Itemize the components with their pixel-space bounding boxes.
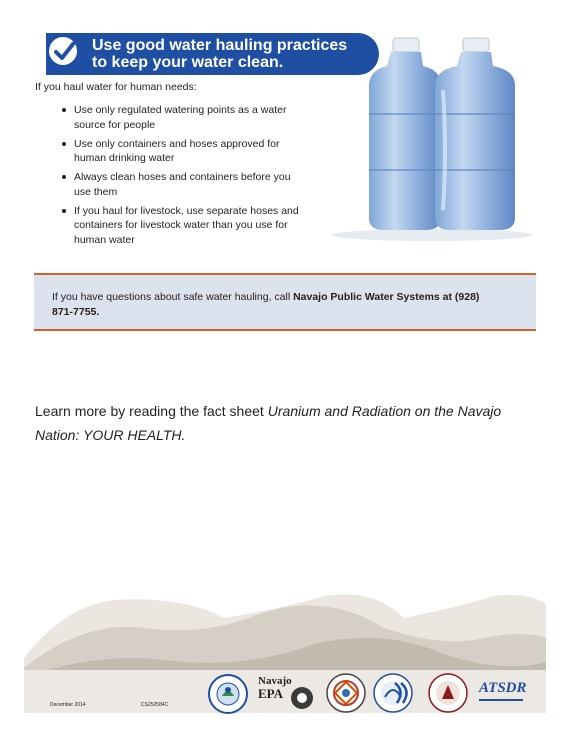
title-line-1: Use good water hauling practices [92, 37, 348, 54]
contact-callout [34, 273, 536, 331]
hhs-logo-icon [383, 673, 423, 713]
callout-text [52, 290, 492, 320]
callout-lead: If you have questions about safe water hauling, call [52, 291, 294, 303]
navajo-epa-line-2: EPA [258, 686, 284, 701]
navajo-epa-line-1: Navajo [258, 675, 292, 687]
indian-health-service-seal-icon [428, 673, 468, 713]
water-jug-back-icon [369, 38, 441, 230]
atsdr-wordmark: ATSDR [479, 680, 527, 696]
list-item: Always clean hoses and containers before you use them [62, 170, 302, 199]
navajo-nation-seal-icon [326, 673, 366, 713]
water-jug-front-icon [435, 38, 515, 230]
list-item: If you haul for livestock, use separate hoses and containers for livestock water than you use for human water [62, 204, 302, 248]
bullet-list [62, 103, 302, 252]
footer-code: CS252584C [141, 702, 169, 708]
list-item: Use only regulated watering points as a water source for people [62, 103, 302, 132]
navajo-seal-small-icon [290, 686, 314, 710]
list-item: Use only containers and hoses approved for human drinking water [62, 137, 302, 166]
title-line-2: to keep your water clean. [92, 54, 284, 71]
checkmark-icon [46, 34, 80, 68]
water-jugs-image [325, 30, 540, 245]
learn-more-text [35, 399, 515, 447]
atsdr-logo [479, 680, 534, 701]
epa-seal-icon [208, 674, 248, 714]
intro-text: If you haul water for human needs: [35, 81, 197, 93]
fact-sheet-title: Uranium and Radiation on the Navajo Nation: YOUR HEALTH. [35, 403, 502, 443]
learn-more-lead: Learn more by reading the fact sheet [35, 403, 268, 419]
atsdr-underline [479, 699, 523, 701]
footer-date: December 2014 [50, 702, 86, 708]
callout-contact: Navajo Public Water Systems at (928) 871-7755. [52, 291, 480, 318]
